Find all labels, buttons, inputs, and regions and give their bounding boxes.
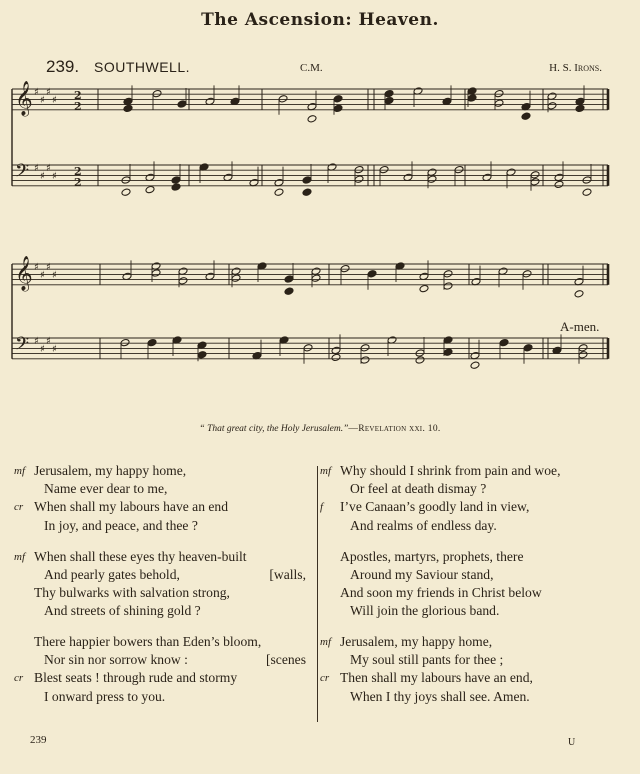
verse-line bbox=[14, 669, 306, 687]
verse-line bbox=[320, 651, 620, 669]
verse-line bbox=[320, 480, 620, 498]
verse-line bbox=[14, 480, 306, 498]
note-head bbox=[333, 104, 343, 112]
note-head bbox=[530, 178, 540, 186]
verse-text: When I thy joys shall see. Amen. bbox=[350, 688, 530, 704]
sharp-icon: ♯ bbox=[34, 336, 39, 347]
time-signature: 2 bbox=[74, 165, 82, 178]
note-head bbox=[145, 185, 155, 193]
verse-text: I’ve Canaan’s goodly land in view, bbox=[340, 499, 530, 515]
note-head bbox=[177, 100, 187, 108]
verse-text: Nor sin nor sorrow know : bbox=[44, 652, 188, 668]
dynamic-marking: mf bbox=[320, 636, 331, 649]
note-head bbox=[231, 274, 241, 282]
sharp-icon: ♯ bbox=[34, 262, 39, 273]
bass-clef-icon: 𝄢 bbox=[15, 334, 30, 359]
verse-turnover: [scenes bbox=[265, 652, 306, 668]
dynamic-marking: f bbox=[320, 501, 324, 514]
note-head bbox=[523, 344, 533, 352]
verse-text: Thy bulwarks with salvation strong, bbox=[34, 584, 230, 600]
verse-text: Then shall my labours have an end, bbox=[340, 670, 533, 686]
note-head bbox=[171, 176, 181, 184]
verse-text: In joy, and peace, and thee ? bbox=[44, 517, 198, 533]
note-head bbox=[151, 269, 161, 277]
verse-line bbox=[320, 584, 620, 602]
sharp-icon: ♯ bbox=[34, 87, 39, 98]
signature-mark: U bbox=[568, 737, 576, 748]
note-head bbox=[278, 95, 288, 103]
verse-text: I onward press to you. bbox=[44, 688, 166, 704]
treble-clef-icon: 𝄞 bbox=[15, 81, 33, 116]
treble-clef-icon: 𝄞 bbox=[15, 256, 33, 291]
sharp-icon: ♯ bbox=[34, 163, 39, 174]
verse-line bbox=[14, 498, 306, 516]
verse-line bbox=[14, 633, 306, 651]
note-head bbox=[284, 275, 294, 283]
note-head bbox=[575, 104, 585, 112]
verse-stanza bbox=[320, 462, 620, 535]
note-head bbox=[171, 183, 181, 191]
note-head bbox=[522, 270, 532, 278]
verse-text: Blest seats ! through rude and stormy bbox=[34, 670, 238, 686]
note-head bbox=[415, 349, 425, 357]
sharp-icon: ♯ bbox=[46, 87, 51, 98]
verse-stanza bbox=[14, 633, 306, 706]
note-head bbox=[354, 165, 364, 173]
note-head bbox=[521, 112, 531, 120]
sharp-icon: ♯ bbox=[46, 336, 51, 347]
verse-text: Or feel at death dismay ? bbox=[350, 481, 487, 497]
verse-text: And pearly gates behold, bbox=[44, 566, 180, 582]
verse-line bbox=[14, 566, 306, 584]
column-divider bbox=[317, 466, 318, 722]
note-head bbox=[443, 282, 453, 290]
note-head bbox=[443, 270, 453, 278]
note-head bbox=[331, 353, 341, 361]
time-signature: 2 bbox=[74, 89, 82, 102]
sharp-icon: ♯ bbox=[52, 95, 57, 106]
note-head bbox=[582, 188, 592, 196]
note-head bbox=[197, 351, 207, 359]
verse-text: Why should I shrink from pain and woe, bbox=[340, 463, 561, 478]
amen-lyric: A-men. bbox=[560, 319, 600, 334]
verse-text: Apostles, martyrs, prophets, there bbox=[340, 548, 524, 564]
verse-stanza bbox=[14, 548, 306, 621]
verse-line bbox=[320, 633, 620, 651]
verse-line bbox=[320, 566, 620, 584]
verse-line bbox=[14, 651, 306, 669]
scripture-reference: —Revelation xxi. 10. bbox=[348, 424, 441, 434]
verse-stanza bbox=[320, 633, 620, 706]
note-head bbox=[384, 89, 394, 97]
hymn-meter: C.M. bbox=[300, 62, 323, 74]
dynamic-marking: mf bbox=[14, 465, 25, 477]
note-head bbox=[302, 188, 312, 196]
note-head bbox=[311, 274, 321, 282]
sharp-icon: ♯ bbox=[40, 344, 45, 355]
sharp-icon: ♯ bbox=[40, 171, 45, 182]
verse-text: Will join the glorious band. bbox=[350, 603, 500, 619]
note-head bbox=[120, 338, 130, 346]
note-head bbox=[303, 344, 313, 352]
verse-line bbox=[320, 669, 620, 687]
verse-text: There happier bowers than Eden’s bloom, bbox=[34, 634, 262, 650]
verse-text: Around my Saviour stand, bbox=[350, 566, 494, 582]
verse-line bbox=[320, 517, 620, 535]
note-head bbox=[284, 287, 294, 295]
note-head bbox=[494, 89, 504, 97]
page-number: 239 bbox=[30, 734, 47, 746]
note-head bbox=[367, 270, 377, 278]
composer-credit: H. S. Irons. bbox=[549, 62, 602, 74]
dynamic-marking: cr bbox=[320, 672, 330, 685]
sharp-icon: ♯ bbox=[52, 270, 57, 281]
verse-line bbox=[14, 462, 306, 480]
verse-line bbox=[320, 548, 620, 566]
verse-text: And realms of endless day. bbox=[350, 517, 497, 533]
note-head bbox=[340, 264, 350, 272]
sharp-icon: ♯ bbox=[46, 262, 51, 273]
verse-text: Jerusalem, my happy home, bbox=[34, 463, 187, 478]
note-head bbox=[384, 96, 394, 104]
sharp-icon: ♯ bbox=[52, 344, 57, 355]
verse-line bbox=[320, 462, 620, 480]
dynamic-marking: cr bbox=[14, 501, 24, 514]
dynamic-marking: cr bbox=[14, 672, 24, 685]
hymn-number: 239. bbox=[46, 57, 80, 76]
note-head bbox=[574, 290, 584, 298]
note-head bbox=[499, 338, 509, 346]
scripture-epigraph bbox=[0, 424, 640, 434]
note-head bbox=[302, 176, 312, 184]
tune-name: SOUTHWELL. bbox=[94, 59, 191, 75]
note-head bbox=[360, 356, 370, 364]
verse-stanza bbox=[320, 548, 620, 621]
note-head bbox=[494, 99, 504, 107]
verse-text: Name ever dear to me, bbox=[44, 481, 168, 497]
page-header-title: The Ascension: Heaven. bbox=[201, 10, 439, 30]
verse-line bbox=[14, 548, 306, 566]
note-head bbox=[578, 344, 588, 352]
note-head bbox=[121, 188, 131, 196]
verse-line bbox=[14, 688, 306, 706]
sharp-icon: ♯ bbox=[52, 171, 57, 182]
note-head bbox=[547, 102, 557, 110]
verse-turnover: [walls, bbox=[269, 566, 306, 582]
note-head bbox=[147, 338, 157, 346]
note-head bbox=[554, 180, 564, 188]
note-head bbox=[354, 175, 364, 183]
bass-clef-icon: 𝄢 bbox=[15, 161, 30, 186]
dynamic-marking: mf bbox=[320, 465, 331, 477]
verses-right-column bbox=[320, 462, 620, 719]
scripture-quote: “ That great city, the Holy Jerusalem.” bbox=[199, 424, 349, 434]
note-head bbox=[578, 351, 588, 359]
verse-text: When shall my labours have an end bbox=[34, 499, 229, 515]
note-head bbox=[454, 165, 464, 173]
note-head bbox=[530, 171, 540, 179]
note-head bbox=[419, 284, 429, 292]
note-head bbox=[333, 95, 343, 103]
verse-text: And soon my friends in Christ below bbox=[340, 584, 542, 600]
note-head bbox=[467, 94, 477, 102]
verse-line bbox=[320, 602, 620, 620]
verses-left-column bbox=[14, 462, 306, 719]
note-head bbox=[121, 176, 131, 184]
note-head bbox=[582, 176, 592, 184]
time-signature: 2 bbox=[74, 176, 82, 189]
note-head bbox=[152, 89, 162, 97]
note-head bbox=[415, 356, 425, 364]
note-head bbox=[307, 115, 317, 123]
verse-line bbox=[14, 517, 306, 535]
note-head bbox=[123, 104, 133, 112]
verse-line bbox=[14, 602, 306, 620]
note-head bbox=[443, 348, 453, 356]
note-head bbox=[379, 165, 389, 173]
verse-text: My soul still pants for thee ; bbox=[350, 652, 504, 668]
verse-stanza bbox=[14, 462, 306, 535]
verse-text: And streets of shining gold ? bbox=[44, 603, 201, 619]
verse-line bbox=[320, 498, 620, 516]
time-signature: 2 bbox=[74, 100, 82, 113]
verse-text: Jerusalem, my happy home, bbox=[340, 634, 493, 650]
verse-line bbox=[320, 688, 620, 706]
note-head bbox=[274, 188, 284, 196]
note-head bbox=[178, 277, 188, 285]
sharp-icon: ♯ bbox=[40, 95, 45, 106]
note-head bbox=[360, 344, 370, 352]
dynamic-marking: mf bbox=[14, 550, 25, 563]
note-head bbox=[470, 361, 480, 369]
verse-text: When shall these eyes thy heaven-built bbox=[34, 548, 247, 564]
note-head bbox=[427, 175, 437, 183]
sharp-icon: ♯ bbox=[40, 270, 45, 281]
verse-line bbox=[14, 584, 306, 602]
sharp-icon: ♯ bbox=[46, 163, 51, 174]
